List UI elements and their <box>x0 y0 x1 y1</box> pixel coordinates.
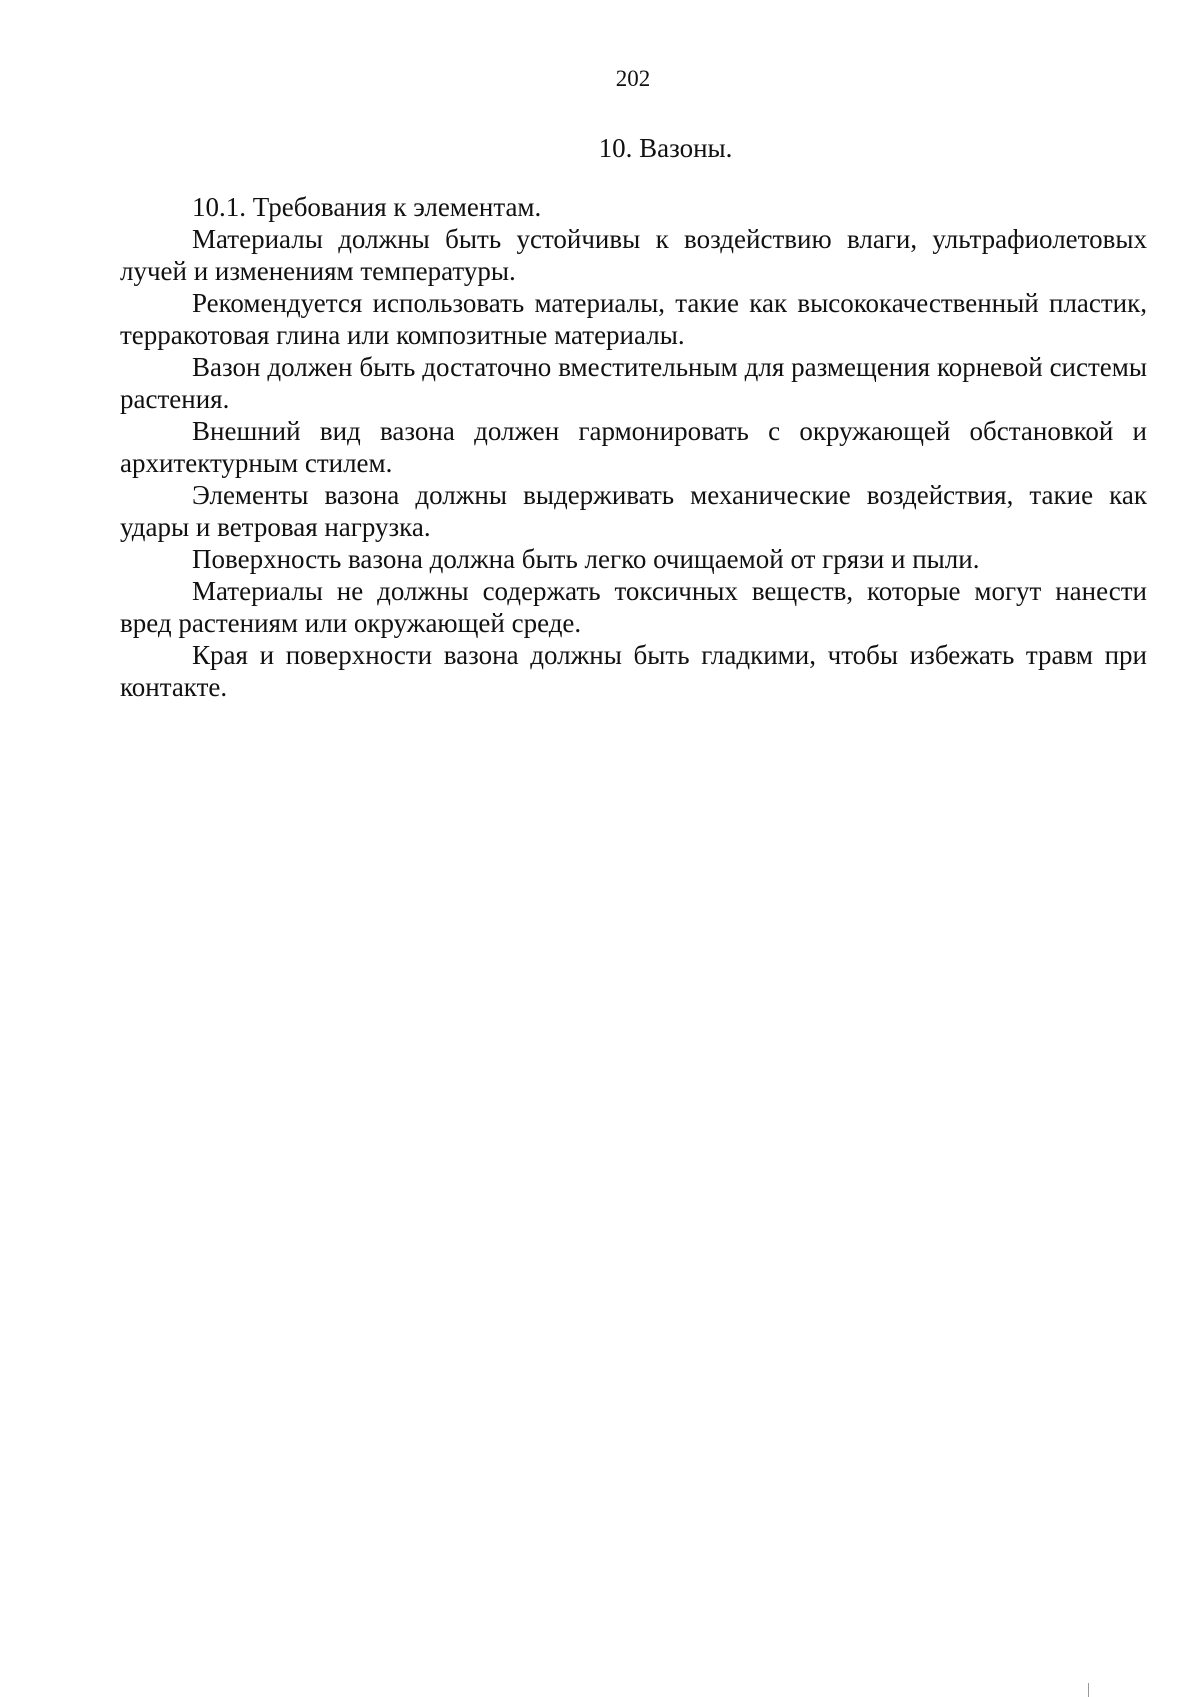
subsection-heading: 10.1. Требования к элементам. <box>192 192 542 222</box>
document-body <box>120 191 1147 703</box>
scan-edge-mark <box>1088 1683 1089 1697</box>
paragraph: Элементы вазона должны выдерживать механические воздействия, такие как удары и ветровая нагрузка. <box>120 480 1147 542</box>
paragraph: Материалы не должны содержать токсичных веществ, которые могут нанести вред растениям или окружающей среде. <box>120 576 1147 638</box>
page-number: 202 <box>615 66 651 91</box>
section-title: 10. Вазоны. <box>598 133 733 163</box>
paragraph: Края и поверхности вазона должны быть гладкими, чтобы избежать травм при контакте. <box>120 640 1147 702</box>
paragraph: Материалы должны быть устойчивы к воздействию влаги, ультрафиолетовых лучей и изменениям температуры. <box>120 224 1147 286</box>
paragraph: Внешний вид вазона должен гармонировать с окружающей обстановкой и архитектурным стилем. <box>120 416 1147 478</box>
paragraph: Вазон должен быть достаточно вместительным для размещения корневой системы растения. <box>120 352 1147 414</box>
paragraph: Поверхность вазона должна быть легко очищаемой от грязи и пыли. <box>192 544 980 574</box>
paragraph: Рекомендуется использовать материалы, такие как высококачественный пластик, терракотовая глина или композитные материалы. <box>120 288 1147 350</box>
